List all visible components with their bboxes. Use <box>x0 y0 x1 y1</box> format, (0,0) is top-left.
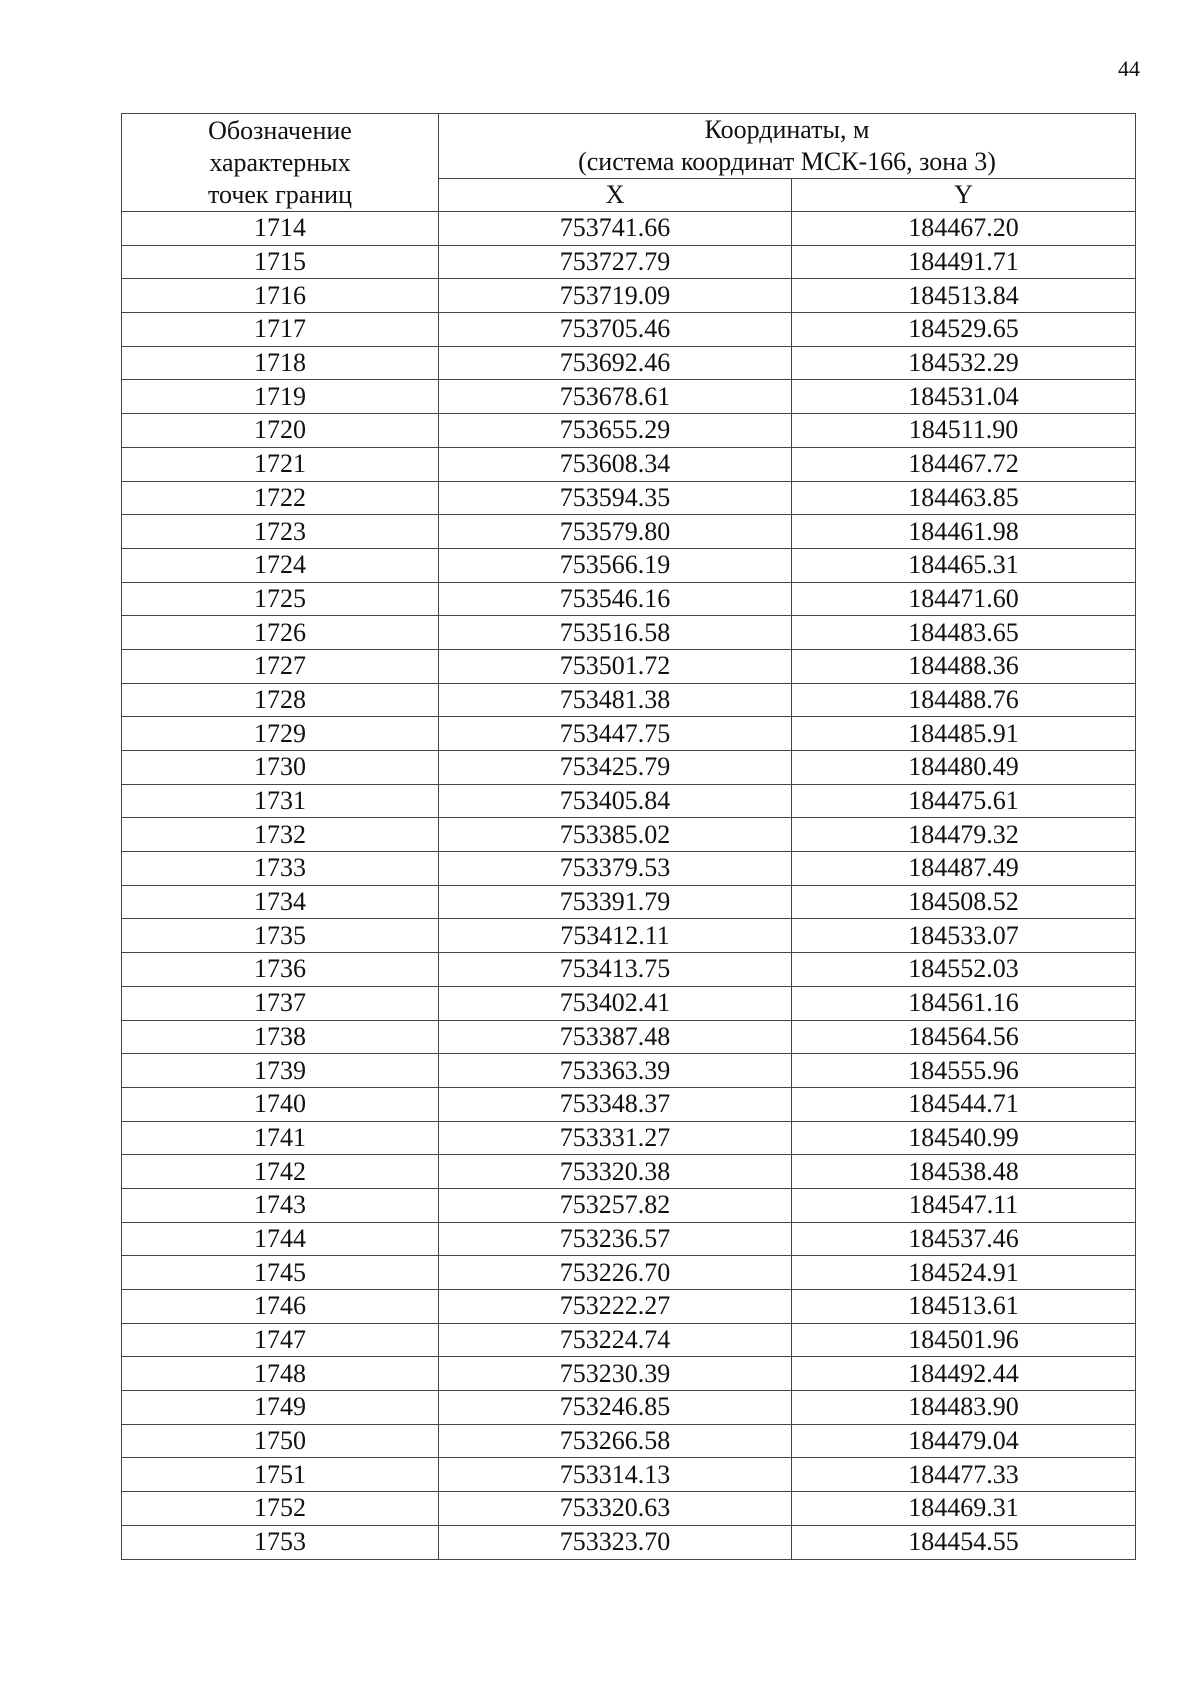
x-cell: 753412.11 <box>439 919 792 953</box>
table-row <box>122 1290 1136 1324</box>
y-cell: 184501.96 <box>792 1323 1136 1357</box>
coordinates-table <box>121 113 1136 1560</box>
point-cell: 1738 <box>122 1020 439 1054</box>
x-cell: 753314.13 <box>439 1458 792 1492</box>
table-row <box>122 481 1136 515</box>
point-cell: 1716 <box>122 279 439 313</box>
y-cell: 184487.49 <box>792 852 1136 886</box>
table-row <box>122 1391 1136 1425</box>
x-cell: 753655.29 <box>439 414 792 448</box>
y-cell: 184480.49 <box>792 751 1136 785</box>
table-row <box>122 1188 1136 1222</box>
point-cell: 1730 <box>122 751 439 785</box>
table-body <box>122 212 1136 1560</box>
table-header <box>122 114 1136 212</box>
y-cell: 184513.84 <box>792 279 1136 313</box>
table-row <box>122 447 1136 481</box>
y-cell: 184552.03 <box>792 953 1136 987</box>
y-cell: 184538.48 <box>792 1155 1136 1189</box>
x-cell: 753727.79 <box>439 245 792 279</box>
y-cell: 184561.16 <box>792 986 1136 1020</box>
point-cell: 1726 <box>122 616 439 650</box>
point-cell: 1737 <box>122 986 439 1020</box>
table-row <box>122 818 1136 852</box>
y-cell: 184529.65 <box>792 313 1136 347</box>
y-cell: 184471.60 <box>792 582 1136 616</box>
point-cell: 1748 <box>122 1357 439 1391</box>
x-cell: 753678.61 <box>439 380 792 414</box>
y-cell: 184469.31 <box>792 1492 1136 1526</box>
x-cell: 753608.34 <box>439 447 792 481</box>
point-cell: 1740 <box>122 1087 439 1121</box>
table-row <box>122 852 1136 886</box>
y-cell: 184492.44 <box>792 1357 1136 1391</box>
point-cell: 1714 <box>122 212 439 246</box>
designation-header-line3: точек границ <box>207 179 353 209</box>
x-cell: 753257.82 <box>439 1188 792 1222</box>
y-cell: 184491.71 <box>792 245 1136 279</box>
x-cell: 753391.79 <box>439 885 792 919</box>
x-cell: 753224.74 <box>439 1323 792 1357</box>
x-cell: 753447.75 <box>439 717 792 751</box>
table-row <box>122 414 1136 448</box>
y-cell: 184524.91 <box>792 1256 1136 1290</box>
y-cell: 184475.61 <box>792 784 1136 818</box>
x-cell: 753413.75 <box>439 953 792 987</box>
y-cell: 184483.90 <box>792 1391 1136 1425</box>
point-cell: 1752 <box>122 1492 439 1526</box>
page-number: 44 <box>1118 56 1140 81</box>
x-cell: 753719.09 <box>439 279 792 313</box>
x-cell: 753741.66 <box>439 212 792 246</box>
y-column-header: Y <box>792 179 1136 212</box>
table-row <box>122 1492 1136 1526</box>
x-cell: 753246.85 <box>439 1391 792 1425</box>
x-column-header: X <box>439 179 792 212</box>
table-row <box>122 1424 1136 1458</box>
x-cell: 753387.48 <box>439 1020 792 1054</box>
table-row <box>122 1458 1136 1492</box>
x-cell: 753481.38 <box>439 683 792 717</box>
point-cell: 1727 <box>122 649 439 683</box>
table-row <box>122 279 1136 313</box>
coordinates-header-line2: (система координат МСК-166, зона 3) <box>578 147 996 176</box>
table-row <box>122 212 1136 246</box>
x-cell: 753236.57 <box>439 1222 792 1256</box>
table-row <box>122 919 1136 953</box>
table-row <box>122 616 1136 650</box>
point-cell: 1734 <box>122 885 439 919</box>
point-cell: 1739 <box>122 1054 439 1088</box>
point-cell: 1724 <box>122 548 439 582</box>
x-cell: 753323.70 <box>439 1525 792 1559</box>
y-cell: 184467.20 <box>792 212 1136 246</box>
y-cell: 184479.04 <box>792 1424 1136 1458</box>
table-row <box>122 1087 1136 1121</box>
y-cell: 184463.85 <box>792 481 1136 515</box>
point-cell: 1720 <box>122 414 439 448</box>
table-row <box>122 380 1136 414</box>
point-cell: 1743 <box>122 1188 439 1222</box>
table-row <box>122 784 1136 818</box>
point-cell: 1753 <box>122 1525 439 1559</box>
table-row <box>122 346 1136 380</box>
table-row <box>122 1256 1136 1290</box>
x-cell: 753320.38 <box>439 1155 792 1189</box>
table-row <box>122 515 1136 549</box>
y-cell: 184564.56 <box>792 1020 1136 1054</box>
y-cell: 184533.07 <box>792 919 1136 953</box>
y-cell: 184461.98 <box>792 515 1136 549</box>
point-cell: 1731 <box>122 784 439 818</box>
y-cell: 184488.76 <box>792 683 1136 717</box>
x-cell: 753379.53 <box>439 852 792 886</box>
point-cell: 1725 <box>122 582 439 616</box>
x-cell: 753331.27 <box>439 1121 792 1155</box>
point-cell: 1742 <box>122 1155 439 1189</box>
table-row <box>122 717 1136 751</box>
point-cell: 1744 <box>122 1222 439 1256</box>
table-row <box>122 1155 1136 1189</box>
point-cell: 1721 <box>122 447 439 481</box>
y-cell: 184555.96 <box>792 1054 1136 1088</box>
designation-header-line1: Обозначение <box>208 115 352 145</box>
table-row <box>122 683 1136 717</box>
point-cell: 1728 <box>122 683 439 717</box>
table-row <box>122 1020 1136 1054</box>
y-cell: 184531.04 <box>792 380 1136 414</box>
point-cell: 1719 <box>122 380 439 414</box>
point-cell: 1732 <box>122 818 439 852</box>
y-cell: 184467.72 <box>792 447 1136 481</box>
point-cell: 1747 <box>122 1323 439 1357</box>
x-cell: 753546.16 <box>439 582 792 616</box>
point-cell: 1750 <box>122 1424 439 1458</box>
point-cell: 1722 <box>122 481 439 515</box>
x-cell: 753566.19 <box>439 548 792 582</box>
x-cell: 753594.35 <box>439 481 792 515</box>
designation-header-line2: характерных <box>209 147 351 177</box>
point-cell: 1741 <box>122 1121 439 1155</box>
y-cell: 184479.32 <box>792 818 1136 852</box>
designation-header <box>122 114 439 212</box>
y-cell: 184483.65 <box>792 616 1136 650</box>
y-cell: 184547.11 <box>792 1188 1136 1222</box>
x-cell: 753579.80 <box>439 515 792 549</box>
table-row <box>122 751 1136 785</box>
x-cell: 753222.27 <box>439 1290 792 1324</box>
point-cell: 1723 <box>122 515 439 549</box>
y-cell: 184465.31 <box>792 548 1136 582</box>
y-cell: 184477.33 <box>792 1458 1136 1492</box>
y-cell: 184513.61 <box>792 1290 1136 1324</box>
point-cell: 1717 <box>122 313 439 347</box>
y-cell: 184540.99 <box>792 1121 1136 1155</box>
table-row <box>122 1323 1136 1357</box>
y-cell: 184532.29 <box>792 346 1136 380</box>
x-cell: 753516.58 <box>439 616 792 650</box>
point-cell: 1749 <box>122 1391 439 1425</box>
table-row <box>122 1222 1136 1256</box>
table-row <box>122 986 1136 1020</box>
x-cell: 753226.70 <box>439 1256 792 1290</box>
table-row <box>122 1357 1136 1391</box>
point-cell: 1736 <box>122 953 439 987</box>
y-cell: 184454.55 <box>792 1525 1136 1559</box>
x-cell: 753692.46 <box>439 346 792 380</box>
y-cell: 184485.91 <box>792 717 1136 751</box>
y-cell: 184511.90 <box>792 414 1136 448</box>
table-row <box>122 548 1136 582</box>
x-cell: 753425.79 <box>439 751 792 785</box>
table-row <box>122 1121 1136 1155</box>
point-cell: 1729 <box>122 717 439 751</box>
point-cell: 1745 <box>122 1256 439 1290</box>
point-cell: 1718 <box>122 346 439 380</box>
y-cell: 184544.71 <box>792 1087 1136 1121</box>
x-cell: 753363.39 <box>439 1054 792 1088</box>
y-cell: 184508.52 <box>792 885 1136 919</box>
coordinates-header <box>439 114 1136 179</box>
table-row <box>122 953 1136 987</box>
y-cell: 184488.36 <box>792 649 1136 683</box>
x-cell: 753266.58 <box>439 1424 792 1458</box>
x-cell: 753385.02 <box>439 818 792 852</box>
table-row <box>122 582 1136 616</box>
table-row <box>122 1525 1136 1559</box>
table-row <box>122 245 1136 279</box>
x-cell: 753230.39 <box>439 1357 792 1391</box>
x-cell: 753402.41 <box>439 986 792 1020</box>
x-cell: 753348.37 <box>439 1087 792 1121</box>
table-row <box>122 649 1136 683</box>
x-cell: 753405.84 <box>439 784 792 818</box>
point-cell: 1715 <box>122 245 439 279</box>
table-row <box>122 313 1136 347</box>
table-row <box>122 1054 1136 1088</box>
point-cell: 1735 <box>122 919 439 953</box>
point-cell: 1733 <box>122 852 439 886</box>
point-cell: 1751 <box>122 1458 439 1492</box>
point-cell: 1746 <box>122 1290 439 1324</box>
y-cell: 184537.46 <box>792 1222 1136 1256</box>
x-cell: 753320.63 <box>439 1492 792 1526</box>
x-cell: 753705.46 <box>439 313 792 347</box>
coordinates-header-line1: Координаты, м <box>704 115 870 144</box>
x-cell: 753501.72 <box>439 649 792 683</box>
table-row <box>122 885 1136 919</box>
